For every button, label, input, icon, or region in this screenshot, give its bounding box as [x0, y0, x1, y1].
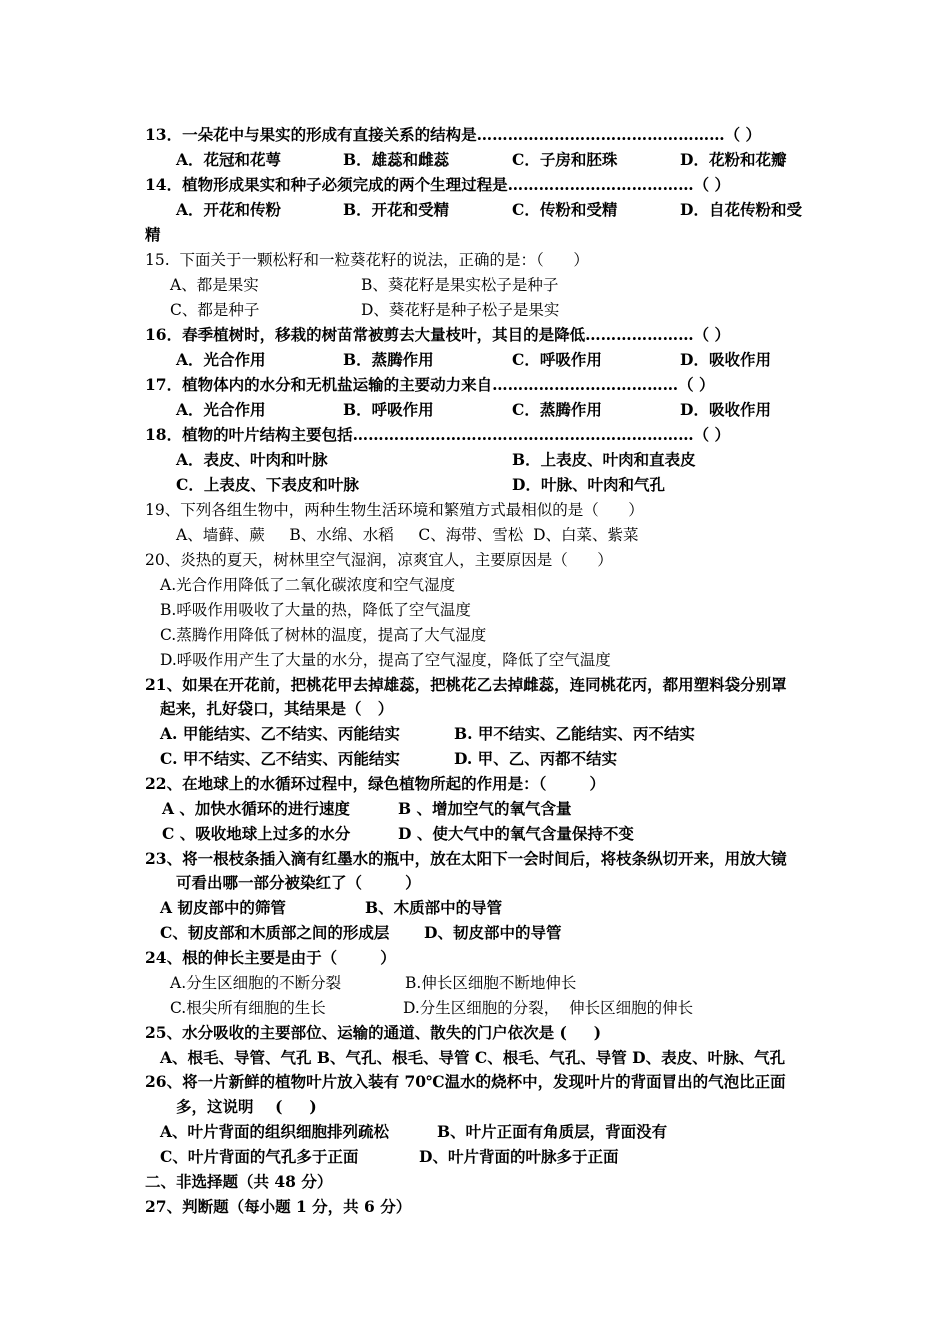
q23-stem-line1: 23、将一根枝条插入滴有红墨水的瓶中，放在太阳下一会时间后，将枝条纵切开来，用放大镜	[145, 849, 787, 868]
q26-stem-line2: 多，这说明 ( )	[176, 1097, 317, 1116]
q20-stem: 20、炎热的夏天，树林里空气湿润，凉爽宜人，主要原因是（ ）	[145, 551, 613, 569]
q15-stem: 15. 下面关于一颗松籽和一粒葵花籽的说法，正确的是：（ ）	[145, 251, 589, 269]
q13-option-c: C．子房和胚珠	[512, 150, 618, 169]
q17-stem: 17．植物体内的水分和无机盐运输的主要动力来自………………………………（ ）	[145, 375, 715, 394]
q13-option-a: A．花冠和花萼	[176, 150, 282, 169]
q13-stem: 13．一朵花中与果实的形成有直接关系的结构是…………………………………………（ ）	[145, 125, 761, 144]
q14-option-a: A．开花和传粉	[176, 200, 282, 219]
q16-option-c: C．呼吸作用	[512, 350, 602, 369]
q21-option-b: B. 甲不结实、乙能结实、丙不结实	[454, 724, 695, 743]
q14-option-b: B．开花和受精	[343, 200, 450, 219]
q20-option-c: C.蒸腾作用降低了树林的温度，提高了大气湿度	[160, 626, 487, 644]
q26-option-b: B、叶片正面有角质层，背面没有	[437, 1122, 668, 1141]
q24-option-c: C.根尖所有细胞的生长	[170, 999, 326, 1017]
q18-stem: 18．植物的叶片结构主要包括…………………………………………………………（ ）	[145, 425, 730, 444]
q19-options: A、墙藓、蕨 B、水绵、水稻 C、海带、雪松 D、白菜、紫菜	[176, 526, 639, 544]
q23-option-d: D、韧皮部中的导管	[424, 923, 562, 942]
q17-option-b: B．呼吸作用	[343, 400, 434, 419]
q21-option-c: C. 甲不结实、乙不结实、丙能结实	[160, 749, 400, 768]
q26-option-c: C、叶片背面的气孔多于正面	[160, 1147, 359, 1166]
q17-option-d: D．吸收作用	[680, 400, 771, 419]
q20-option-a: A.光合作用降低了二氧化碳浓度和空气湿度	[160, 576, 456, 594]
q13-option-b: B．雄蕊和雌蕊	[343, 150, 450, 169]
q23-stem-line2: 可看出哪一部分被染红了（ ）	[176, 873, 421, 892]
section-heading: 二、非选择题（共 48 分）	[145, 1172, 333, 1191]
q18-option-d: D．叶脉、叶肉和气孔	[512, 475, 665, 494]
q23-option-a: A 韧皮部中的筛管	[160, 898, 286, 917]
q25-stem: 25、水分吸收的主要部位、运输的通道、散失的门户依次是 ( )	[145, 1023, 602, 1042]
q24-option-a: A.分生区细胞的不断分裂	[170, 974, 342, 992]
q23-option-b: B、木质部中的导管	[365, 898, 503, 917]
q21-stem-line2: 起来，扎好袋口，其结果是（ ）	[160, 699, 394, 718]
q25-options: A、根毛、导管、气孔 B、气孔、根毛、导管 C、根毛、气孔、导管 D、表皮、叶脉、气孔	[160, 1048, 786, 1067]
q14-option-d: D．自花传粉和受	[680, 200, 802, 219]
q23-option-c: C、韧皮部和木质部之间的形成层	[160, 923, 390, 942]
q18-option-a: A．表皮、叶肉和叶脉	[176, 450, 328, 469]
q27-heading: 27、判断题（每小题 1 分，共 6 分）	[145, 1197, 412, 1216]
q22-option-d: D 、使大气中的氧气含量保持不变	[398, 824, 634, 843]
q24-option-d: D.分生区细胞的分裂， 伸长区细胞的伸长	[403, 999, 694, 1017]
q19-stem: 19、下列各组生物中，两种生物生活环境和繁殖方式最相似的是（ ）	[145, 501, 644, 519]
q14-option-c: C．传粉和受精	[512, 200, 618, 219]
q22-option-b: B 、增加空气的氧气含量	[398, 799, 572, 818]
q24-option-b: B.伸长区细胞不断地伸长	[405, 974, 577, 992]
q21-stem-line1: 21、如果在开花前，把桃花甲去掉雄蕊，把桃花乙去掉雌蕊，连同桃花丙，都用塑料袋分别罩	[145, 675, 787, 694]
q22-option-c: C 、吸收地球上过多的水分	[162, 824, 351, 843]
q15-option-a: A、都是果实	[170, 276, 259, 294]
q26-stem-line1: 26、将一片新鲜的植物叶片放入装有 70℃温水的烧杯中，发现叶片的背面冒出的气泡比正面	[145, 1072, 786, 1091]
q21-option-a: A. 甲能结实、乙不结实、丙能结实	[160, 724, 400, 743]
q22-stem: 22、在地球上的水循环过程中，绿色植物所起的作用是：（ ）	[145, 774, 605, 793]
q16-stem: 16．春季植树时，移栽的树苗常被剪去大量枝叶，其目的是降低…………………（ ）	[145, 325, 730, 344]
q20-option-b: B.呼吸作用吸收了大量的热，降低了空气温度	[160, 601, 471, 619]
q16-option-d: D．吸收作用	[680, 350, 771, 369]
q15-option-b: B、葵花籽是果实松子是种子	[361, 276, 559, 294]
q20-option-d: D.呼吸作用产生了大量的水分，提高了空气湿度，降低了空气温度	[160, 651, 611, 669]
q13-option-d: D．花粉和花瓣	[680, 150, 787, 169]
q14-option-d-continued: 精	[145, 225, 161, 244]
q22-option-a: A 、加快水循环的进行速度	[162, 799, 350, 818]
q17-option-c: C．蒸腾作用	[512, 400, 602, 419]
q26-option-a: A、叶片背面的组织细胞排列疏松	[160, 1122, 390, 1141]
q26-option-d: D、叶片背面的叶脉多于正面	[419, 1147, 619, 1166]
q21-option-d: D. 甲、乙、丙都不结实	[454, 749, 618, 768]
q16-option-b: B．蒸腾作用	[343, 350, 434, 369]
q24-stem: 24、根的伸长主要是由于（ ）	[145, 948, 396, 967]
q18-option-c: C．上表皮、下表皮和叶脉	[176, 475, 359, 494]
q14-stem: 14．植物形成果实和种子必须完成的两个生理过程是………………………………（ ）	[145, 175, 730, 194]
q15-option-c: C、都是种子	[170, 301, 260, 319]
q16-option-a: A．光合作用	[176, 350, 266, 369]
q17-option-a: A．光合作用	[176, 400, 266, 419]
q15-option-d: D、葵花籽是种子松子是果实	[361, 301, 560, 319]
q18-option-b: B．上表皮、叶肉和直表皮	[512, 450, 696, 469]
